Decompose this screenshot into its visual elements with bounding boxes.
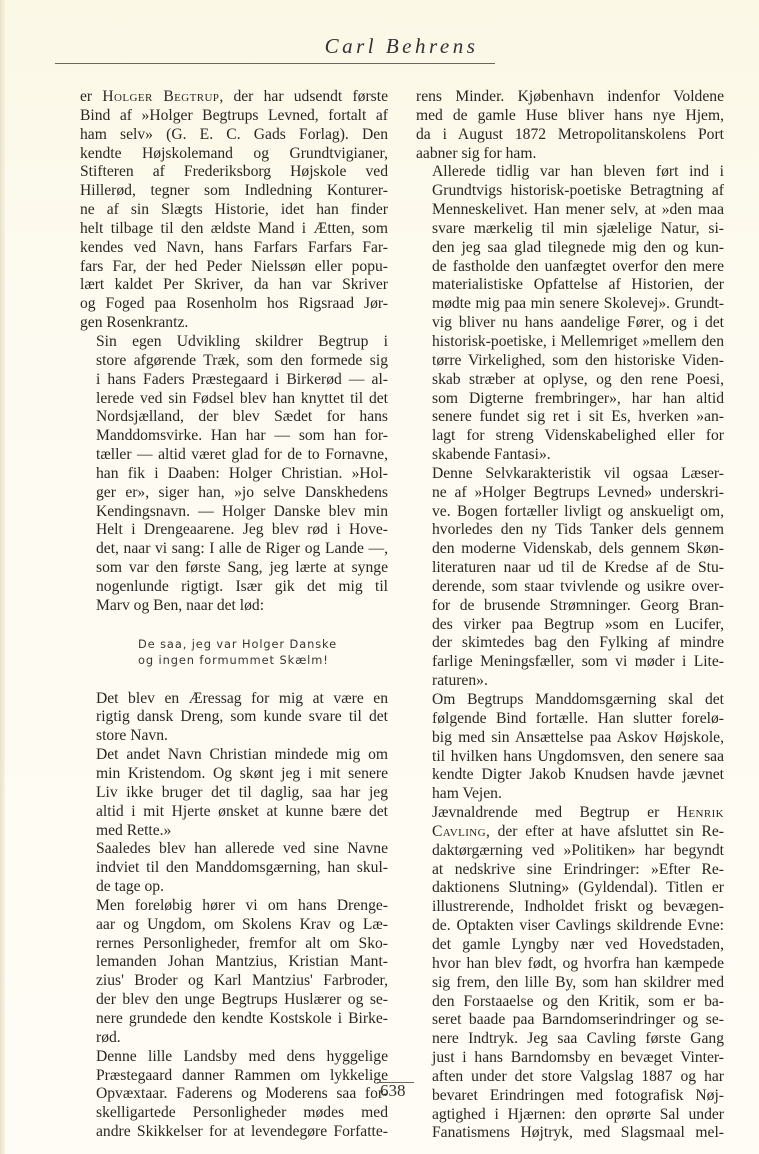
text-line: for de brusende Strømninger. Georg Bran- — [432, 596, 724, 614]
text-line: ger er», siger han, »jo selve Danskhedens — [96, 483, 388, 501]
text-line: de tage op. — [96, 878, 164, 896]
text-line: som var den første Sang, jeg lærte at synge — [96, 559, 388, 577]
text-line: Stifteren af Frederiksborg Højskole ved — [80, 163, 388, 181]
text-line: historisk-poetiske, i Mellemriget »mellem den — [432, 332, 724, 350]
paragraph — [80, 690, 388, 747]
text-line: Hillerød, tegner som Indledning Konturer- — [80, 182, 388, 200]
text-line: just i hans Barndomsby en bevæget Vinter- — [432, 1049, 724, 1067]
text-line: Men foreløbig hører vi om hans Drenge- — [96, 896, 388, 914]
text-line: Helt i Drengeaarene. Jeg blev rød i Hove- — [96, 521, 388, 539]
text-line: illustrerende, Indholdet friskt og bevægen- — [432, 898, 724, 916]
page-number: 638 — [380, 1081, 406, 1100]
text-line: lært kaldet Per Skriver, da han var Skriver — [80, 276, 388, 294]
text-line — [416, 804, 724, 823]
text-line: med Rette.» — [96, 821, 172, 839]
text-line: lagt for streng Videnskabelighed eller for — [432, 427, 724, 445]
text-line: aften under det store Valgslag 1887 og har — [432, 1067, 724, 1085]
text-line: Om Begtrups Manddomsgærning skal det — [432, 691, 724, 708]
text-line: helt tilbage til den ældste Mand i Ætten, som — [80, 219, 388, 237]
text-line: Kendingsnavn. — Holger Danske blev min — [96, 502, 388, 520]
text-line: aabner sig for ham. — [416, 144, 537, 162]
text-line: lemanden Johan Mantzius, Kristian Mant- — [96, 953, 388, 971]
running-head: Carl Behrens — [324, 34, 479, 58]
paragraph — [80, 333, 388, 616]
text-line: zius' Broder og Karl Mantzius' Farbroder, — [96, 972, 388, 990]
text-line: som Digterne frembringer», har han altid — [432, 389, 724, 407]
text-segment: , der efter at have afsluttet sin Re- — [485, 822, 724, 840]
paragraph — [416, 804, 724, 1143]
paragraph — [416, 88, 724, 163]
left-paragraphs-before-verse — [80, 88, 388, 616]
text-line: det, naar vi sang: I alle de Riger og Lande —, — [96, 540, 388, 558]
text-line: mødte mig paa min senere Skolevej». Grundt- — [432, 295, 724, 313]
text-line: den Forstaaelse og den Kritik, som er ba- — [432, 992, 724, 1010]
text-line: bevaret Erindringen med fotografisk Nøj- — [432, 1086, 724, 1104]
text-line: de. Optakten viser Cavlings skildrende Evne: — [432, 917, 724, 935]
text-line: literaturen naar ud til de Kredse af de Stu- — [432, 559, 724, 577]
text-segment: er — [80, 88, 103, 105]
text-line — [80, 88, 388, 107]
text-line: med de gamle Huse bliver hans nye Hjem, — [416, 106, 724, 124]
text-segment: Jævnaldrende med Begtrup er — [432, 804, 677, 822]
paragraph — [80, 1048, 388, 1142]
text-line: min Kristendom. Og skønt jeg i mit senere — [96, 765, 388, 782]
text-line: at nedskrive sine Erindringer: »Efter Re- — [432, 860, 724, 878]
text-line: kendte Højskolemand og Grundtvigianer, — [80, 144, 388, 162]
text-line: Det blev en Æressag for mig at være en — [96, 689, 388, 707]
text-line: Grundtvigs historisk-poetiske Betragtning af — [432, 182, 724, 200]
header-rule — [55, 63, 495, 64]
right-paragraphs — [416, 88, 724, 1143]
text-line: Marv og Ben, naar det lød: — [96, 596, 265, 614]
text-line: farlige Meningsfæller, som vi møder i Lite- — [432, 653, 724, 671]
text-line: rød. — [96, 1028, 121, 1046]
text-line: sig frem, den lille By, som han skildrer med — [432, 973, 724, 991]
text-line: der blev den unge Begtrups Huslærer og se- — [96, 991, 388, 1009]
text-line: agtighed i Hjærnen: den oprørte Sal under — [432, 1105, 724, 1123]
small-caps-name: Henrik — [676, 804, 724, 822]
text-line: materialistiske Opfattelse af Historien, der — [432, 276, 724, 294]
text-line: Denne lille Landsby med dens hyggelige — [96, 1047, 388, 1065]
text-line: svare mærkelig til min sjælelige Natur, si- — [432, 219, 724, 237]
text-segment: , der har udsendt første — [219, 88, 388, 105]
text-line: ham Vejen. — [432, 785, 502, 803]
text-line: lerede ved sin Fødsel blev han knyttet til det — [96, 389, 388, 407]
paragraph — [80, 897, 388, 1048]
text-line: nere Indtryk. Jeg saa Cavling første Gang — [432, 1030, 724, 1048]
text-line: derende, som staar tvivlende og usikre over- — [432, 577, 724, 595]
text-line: Denne Selvkarakteristik vil ogsaa Læser- — [432, 464, 724, 482]
text-line: til hvilken hans Ungdomsven, den senere saa — [432, 747, 724, 765]
text-line — [416, 823, 724, 842]
text-line: rigtig dansk Dreng, som kunde svare til det — [96, 708, 388, 726]
text-line: da i August 1872 Metropolitanskolens Port — [416, 125, 724, 143]
text-line: den jeg saa glad tilegnede mig den og kun- — [432, 238, 724, 256]
text-line: daktionens Slutning» (Gyldendal). Titlen er — [432, 879, 724, 897]
right-column — [416, 88, 724, 1143]
text-line: Menneskelivet. Han mener selv, at »den maa — [432, 201, 724, 219]
text-line: andre Skikkelser for at levendegøre Forfatte- — [96, 1123, 388, 1141]
text-line: seret baade paa Barndomserindringer og se- — [432, 1011, 724, 1029]
text-line: Det andet Navn Christian mindede mig om — [96, 746, 388, 764]
text-line: tørre Virkelighed, som den historiske Viden- — [432, 351, 724, 369]
text-line: kendes ved Navn, hans Farfars Farfars Far- — [80, 238, 388, 256]
text-line: han fik i Daaben: Holger Christian. »Hol- — [96, 464, 388, 482]
paragraph — [80, 840, 388, 897]
text-line: fars Far, der hed Peder Nielssøn eller popu- — [80, 257, 388, 275]
text-line: følgende Bind fortælle. Han slutter forelø- — [432, 709, 724, 727]
text-line: gen Rosenkrantz. — [80, 314, 189, 332]
text-line: de fastholde den uanfægtet overfor den mere — [432, 257, 724, 275]
text-line: raturen». — [432, 672, 488, 690]
text-line: des virker paa Begtrup »som en Lucifer, — [432, 615, 724, 633]
text-line: kendte Digter Jakob Knudsen havde jævnet — [432, 766, 724, 784]
verse-line: De saa, jeg var Holger Danske — [138, 636, 338, 651]
text-line: ham selv» (G. E. C. Gads Forlag). Den — [80, 125, 388, 143]
text-line: daktørgærning ved »Politiken» har begyndt — [432, 841, 724, 859]
text-line: store afgørende Træk, som den formede sig — [96, 351, 388, 369]
verse-quote — [138, 636, 388, 668]
text-line: ne af sin Slægts Historie, idet han finder — [80, 201, 388, 219]
text-line: rens Minder. Kjøbenhavn indenfor Voldene — [416, 88, 724, 105]
paragraph — [416, 465, 724, 691]
paragraph — [80, 88, 388, 333]
paragraph — [416, 691, 724, 804]
text-line: hvor han blev født, og hvorfra han kæmpede — [432, 954, 724, 972]
text-line: Manddomsvirke. Han har — som han for- — [96, 427, 388, 445]
text-line: Nordsjælland, der blev Sædet for hans — [96, 408, 388, 426]
text-line: ve. Bogen fortæller livligt og anskueligt om, — [432, 502, 724, 520]
text-line: tæller — altid været glad for de to Fornavne, — [96, 446, 388, 464]
text-line: Bind af »Holger Begtrups Levned, fortalt af — [80, 106, 388, 124]
paragraph — [80, 746, 388, 840]
text-line: Sin egen Udvikling skildrer Begtrup i — [96, 332, 388, 350]
text-line: ne af »Holger Begtrups Levned» underskri- — [432, 483, 724, 501]
small-caps-name: Holger Begtrup — [102, 88, 220, 105]
text-line: rernes Personligheder, fremfor alt om Sko- — [96, 934, 388, 952]
page-edge-shadow — [0, 0, 5, 1154]
text-line: Fanatismens Højtryk, med Slagsmaal mel- — [432, 1124, 724, 1142]
text-line: Allerede tidlig var han bleven ført ind i — [432, 163, 724, 181]
text-line: Saaledes blev han allerede ved sine Navne — [96, 840, 388, 858]
text-line: altid i mit Hjerte ønsket at kunne bære det — [96, 802, 388, 820]
text-line: skabende Fantasi». — [432, 446, 551, 464]
text-line: indviet til den Manddomsgærning, han skul- — [96, 859, 388, 877]
text-line: der skimtedes bag den Fylking af mindre — [432, 634, 724, 652]
text-line: vig bliver nu hans aandelige Fører, og i det — [432, 314, 724, 332]
verse-line: og ingen formummet Skælm! — [138, 652, 329, 667]
text-line: det gamle Lyngby nær ved Hovedstaden, — [432, 935, 724, 953]
text-line: senere fundet sig ret i sit Es, hverken »an- — [432, 408, 724, 426]
text-line: big med sin Ansættelse paa Askov Højskole, — [432, 728, 724, 746]
text-line: aar og Ungdom, om Skolens Krav og Læ- — [96, 915, 388, 933]
text-line: store Navn. — [96, 727, 168, 745]
text-line: nogenlunde rigtigt. Især gik det mig til — [96, 577, 388, 595]
text-line: skab stræber at oplyse, og den rene Poesi, — [432, 370, 724, 388]
text-line: hvorledes den ny Tids Tanker dels gennem — [432, 521, 724, 539]
text-line: i hans Faders Præstegaard i Birkerød — al- — [96, 370, 388, 388]
paragraph — [416, 163, 724, 465]
text-line: Præstegaard danner Rammen om lykkelige — [96, 1066, 388, 1084]
text-line: skelligartede Personligheder mødes med — [96, 1104, 388, 1122]
left-column — [80, 88, 388, 1142]
small-caps-name: Cavling — [432, 822, 486, 840]
text-line: Opvæxtaar. Faderens og Moderens saa for- — [96, 1085, 388, 1103]
text-line: nere grundede den kendte Kostskole i Birke- — [96, 1009, 388, 1027]
text-line: og Foged paa Rosenholm hos Rigsraad Jør- — [80, 295, 388, 313]
text-line: den moderne Videnskab, dels gennem Skøn- — [432, 540, 724, 558]
left-paragraphs-after-verse — [80, 690, 388, 1142]
text-line: Liv ikke bruger det til daglig, saa har jeg — [96, 783, 388, 801]
